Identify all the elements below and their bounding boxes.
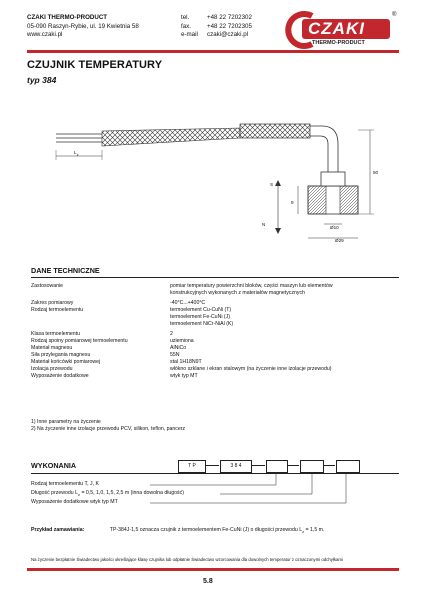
pole-n-label: N — [262, 222, 266, 227]
logo-registered: ® — [392, 12, 397, 18]
lz-label: $L_z$ — [74, 150, 79, 157]
tech-rule — [31, 277, 399, 278]
dim-50-label: 50 — [373, 170, 379, 175]
company-name: CZAKI THERMO-PRODUCT — [27, 14, 108, 21]
company-address: 05-090 Raszyn-Rybie, ul. 19 Kwietnia 58 — [27, 22, 139, 30]
tech-row-value: pomiar temperatury powierzchni bloków, części maszyn lub elementów — [170, 283, 333, 289]
email-value[interactable]: czaki@czaki.pl — [207, 31, 249, 39]
code-dash — [205, 465, 219, 466]
dim-10-label: Ø10 — [330, 225, 339, 230]
tech-row-value: wtyk typ MT — [170, 373, 198, 379]
code-dash — [323, 465, 335, 466]
dim-29-label: Ø29 — [335, 238, 344, 243]
order-example — [31, 527, 401, 535]
code-box-type: 3 8 4 — [220, 460, 252, 473]
example-label: Przykład zamawiania: — [31, 527, 85, 533]
page-subtitle: typ 384 — [27, 75, 57, 85]
pole-s-label: S — [270, 182, 274, 187]
tech-row-label: Klasa termoelementu — [31, 331, 81, 337]
footer-note: Na życzenie bezpłatnie Świadectwo jakości określające klasę czujnika lub odpłatnie Świadectwo wzorcowania dla dowolnych temperatur z oznaczonymi odchyłkami — [31, 557, 343, 562]
tel-label: tel. — [181, 14, 190, 21]
tech-row-label: Rodzaj spoiny pomiarowej termoelementu — [31, 338, 128, 344]
order-line-length: Długość przewodu $L_z = 0,5$, 1,0, 1,5, 2,5 m (inna dowolna długość) — [31, 490, 184, 498]
tech-row-label: Wyposażenie dodatkowe — [31, 373, 89, 379]
code-box-tp: T P — [178, 460, 206, 473]
tech-row-value: termoelement Cu-CuNi (T) — [170, 307, 232, 313]
company-www[interactable]: www.czaki.pl — [27, 31, 63, 39]
fax-label: fax. — [181, 22, 191, 30]
order-code-boxes — [178, 460, 378, 472]
tech-row-value: konstrukcyjnych wykonanych z materiałów magnetycznych — [170, 290, 305, 296]
logo-text: CZAKI — [308, 19, 365, 38]
page-number: 5.8 — [203, 578, 213, 585]
tech-row-value: -40°C...+400°C — [170, 300, 206, 306]
fax-value: +48 22 7202305 — [207, 22, 252, 30]
tech-table — [0, 283, 424, 413]
example-text: TP-384J-1,5 oznacza czujnik z termoelementem Fe-CuNi (J) o długości przewodu $L_z = 1,5$ m. — [109, 527, 325, 535]
tech-row-value: AlNiCo — [170, 345, 187, 351]
tech-row-label: Materiał końcówki pomiarowej — [31, 359, 101, 365]
dim-9-label: 9 — [291, 200, 294, 205]
tech-row-label: Rodzaj termoelementu — [31, 307, 84, 313]
tech-heading: DANE TECHNICZNE — [31, 266, 100, 275]
tech-row-label: Zakres pomiarowy — [31, 300, 74, 306]
order-heading: WYKONANIA — [31, 461, 77, 470]
note-1: 1) Inne parametry na życzenie — [31, 419, 101, 425]
logo-subtitle: THERMO-PRODUCT — [312, 40, 365, 46]
page-title: CZUJNIK TEMPERATURY — [27, 59, 163, 71]
order-line-extra: Wyposażenie dodatkowe wtyk typ MT — [31, 499, 118, 505]
tech-row-value: 55N — [170, 352, 180, 358]
tech-row-value: termoelement Fe-CuNi (J) — [170, 314, 230, 320]
logo — [282, 10, 400, 50]
tel-value: +48 22 7202302 — [207, 14, 252, 21]
tech-row-label: Izolacja przewodu — [31, 366, 73, 372]
tech-row-value: uziemiona — [170, 338, 194, 344]
note-2: 2) Na życzenie inne izolacje przewodu PCV, silikon, teflon, pancerz — [31, 426, 186, 432]
header-rule — [27, 50, 399, 53]
code-dash — [251, 465, 265, 466]
tech-row-label: Zastosowanie — [31, 283, 64, 289]
order-leader-lines — [150, 472, 380, 508]
tech-row-label: Materiał magnesu — [31, 345, 73, 351]
tech-row-value: włókno szklane i ekran stalowym (na życzenie inne izolacje przewodu) — [170, 366, 332, 372]
email-label: e-mail — [181, 31, 198, 39]
order-line-thermo: Rodzaj termoelementu T, J, K — [31, 481, 99, 487]
footer-rule — [27, 568, 399, 571]
tech-row-value: termoelement NiCr-NiAl (K) — [170, 321, 234, 327]
company-block — [27, 14, 177, 40]
tech-row-value: 2 — [170, 331, 173, 337]
contact-block — [181, 14, 271, 40]
sensor-drawing — [40, 100, 390, 260]
tech-row-value: stal 1H18N9T — [170, 359, 202, 365]
tech-row-label: Siła przylegania magnesu — [31, 352, 91, 358]
code-dash — [287, 465, 299, 466]
